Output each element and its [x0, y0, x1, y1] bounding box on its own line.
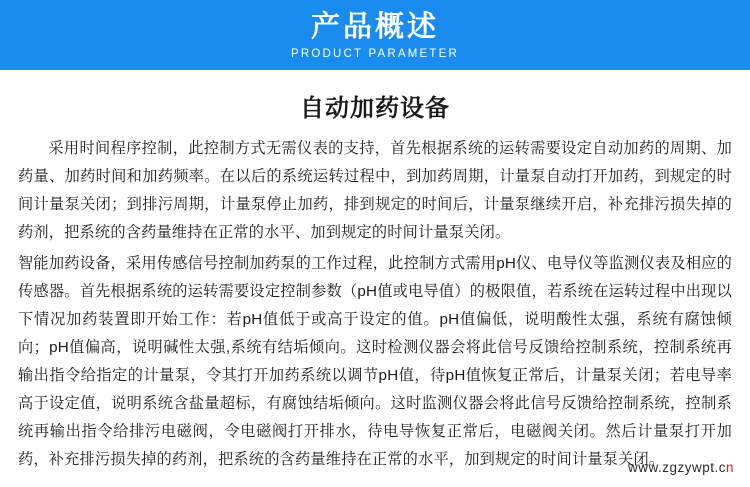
site-url-watermark — [628, 460, 734, 475]
section-title: 自动加药设备 — [300, 95, 450, 122]
header-banner — [0, 0, 750, 70]
banner-notch-icon — [210, 63, 226, 70]
site-url-black-part: www.zgzywpt.c — [627, 460, 726, 475]
site-url-red-part: n — [725, 460, 734, 475]
content-area — [0, 88, 750, 475]
banner-subtitle: PRODUCT PARAMETER — [291, 47, 459, 60]
paragraph-1: 采用时间程序控制，此控制方式无需仪表的支持，首先根据系统的运转需要设定自动加药的周期、加药量、加药时间和加药频率。在以后的系统运转过程中，到加药周期，计量泵自动打开加药，到规定的时间计量泵关闭；到排污周期，计量泵停止加药，排到规定的时间后，计量泵继续开启，补充排污损失掉的药剂，把系统的含药量维持在正常的水平、加到规定的时间计量泵关闭。 — [18, 140, 732, 242]
banner-title: 产品概述 — [310, 11, 439, 44]
paragraph-2: 智能加药设备，采用传感信号控制加药泵的工作过程，此控制方式需用pH仪、电导仪等监测仪表及相应的传感器。首先根据系统的运转需要设定控制参数（pH值或电导值）的极限值，若系统在运转过程中出现以下情况加药装置即开始工作：若pH值低于或高于设定的值。pH值偏低，说明酸性太强，系统有腐蚀倾向；pH值偏高，说明碱性太强,系统有结垢倾向。这时检测仪器会将此信号反馈给控制系统，控制系统再输出指令给指定的计量泵，令其打开加药系统以调节pH值，待pH值恢复正常后，计量泵关闭；若电导率高于设定值，说明系统含盐量超标，有腐蚀结垢倾向。这时监测仪器会将此信号反馈给控制系统，控制系统再输出指令给排污电磁阀，令电磁阀打开排水，待电导恢复正常后，电磁阀关闭。然后计量泵打开加药，补充排污损失掉的药剂，把系统的含药量维持在正常的水平，加到规定的时间计量泵关闭。 — [18, 254, 732, 469]
